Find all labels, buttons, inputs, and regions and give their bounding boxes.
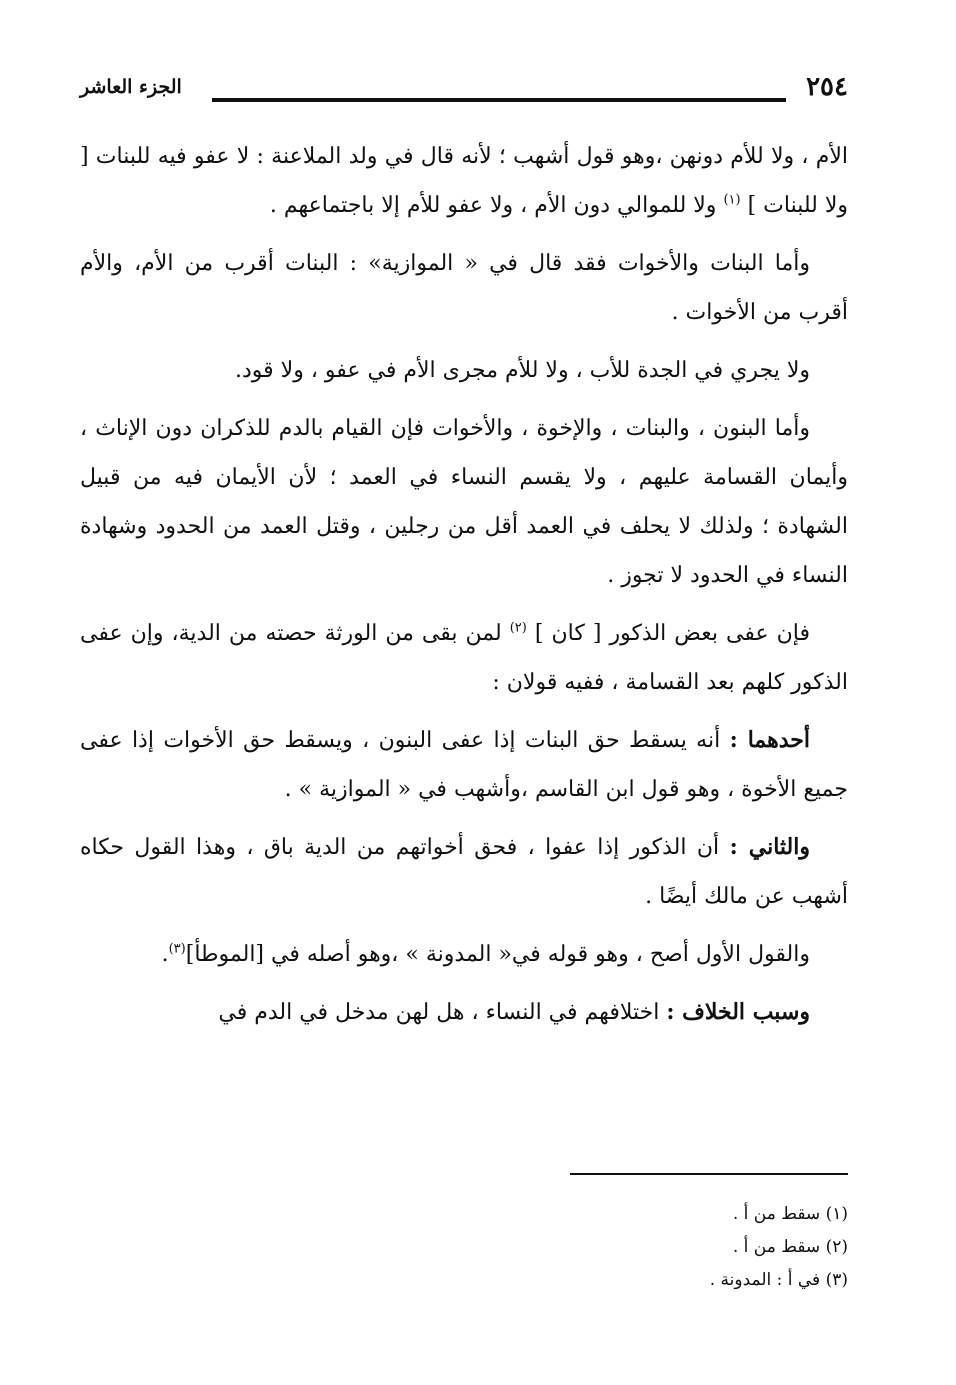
paragraph-7-lead: والثاني : [729, 834, 810, 860]
paragraph-5 [80, 609, 848, 707]
paragraph-1 [80, 132, 848, 230]
paragraph-4 [80, 404, 848, 600]
footnotes [80, 1198, 848, 1297]
footnote-ref-1: (١) [723, 192, 741, 208]
footnote-3: (٣) في أ : المدونة . [709, 1270, 848, 1290]
footnote-separator [570, 1173, 848, 1175]
paragraph-2 [80, 239, 848, 337]
paragraph-9-lead: وسبب الخلاف : [666, 999, 810, 1025]
book-page [80, 70, 848, 1290]
paragraph-3 [80, 346, 848, 395]
main-text [80, 132, 848, 1037]
footnote-ref-3: (٣) [168, 941, 186, 957]
paragraph-5-continued: لمن بقى من الورثة حصته من الدية، وإن عفى الذكور كلهم بعد القسامة ، ففيه قولان : [80, 621, 848, 695]
paragraph-7 [80, 823, 848, 921]
paragraph-5-text: فإن عفى بعض الذكور [ كان ] [534, 621, 810, 646]
page-header [80, 70, 848, 110]
paragraph-6 [80, 716, 848, 814]
paragraph-8-end: . [161, 942, 169, 967]
paragraph-6-lead: أحدهما : [729, 727, 810, 753]
footnote-ref-2: (٢) [509, 620, 527, 636]
paragraph-1-continued: ولا للموالي دون الأم ، ولا عفو للأم إلا باجتماعهم . [269, 193, 717, 218]
paragraph-7-text: أن الذكور إذا عفوا ، فحق أخواتهم من الدية باق ، وهذا القول حكاه أشهب عن مالك أيضًا . [80, 835, 848, 909]
paragraph-2-text: وأما البنات والأخوات فقد قال في « الموازية» : البنات أقرب من الأم، والأم أقرب من الأخوات . [80, 251, 848, 325]
paragraph-8-text: والقول الأول أصح ، وهو قوله في« المدونة » ،وهو أصله في [الموطأ] [185, 942, 810, 967]
paragraph-9-text: اختلافهم في النساء ، هل لهن مدخل في الدم في [218, 1000, 660, 1025]
running-title: الجزء العاشر [80, 76, 182, 98]
footnote-2: (٢) سقط من أ . [732, 1237, 848, 1257]
paragraph-3-text: ولا يجري في الجدة للأب ، ولا للأم مجرى الأم في عفو ، ولا قود. [234, 358, 810, 383]
paragraph-9 [80, 988, 848, 1037]
footnote-1: (١) سقط من أ . [732, 1204, 848, 1224]
paragraph-1-text: الأم ، ولا للأم دونهن ،وهو قول أشهب ؛ لأنه قال في ولد الملاعنة : لا عفو فيه للبنات [ ولا للبنات ] [80, 144, 848, 218]
paragraph-8 [80, 930, 848, 979]
page-number: ٢٥٤ [806, 72, 848, 102]
header-rule [212, 98, 786, 102]
paragraph-4-text: وأما البنون ، والبنات ، والإخوة ، والأخوات فإن القيام بالدم للذكران دون الإناث ، وأيمان القسامة عليهم ، ولا يقسم النساء في العمد ؛ لأن الأيمان فيه من قبيل الشهادة ؛ ولذلك لا يحلف في العمد أقل من رجلين ، وقتل العمد من الحدود وشهادة النساء في الحدود لا تجوز . [80, 416, 848, 588]
paragraph-6-text: أنه يسقط حق البنات إذا عفى البنون ، ويسقط حق الأخوات إذا عفى جميع الأخوة ، وهو قول ابن القاسم ،وأشهب في « الموازية » . [80, 728, 848, 802]
